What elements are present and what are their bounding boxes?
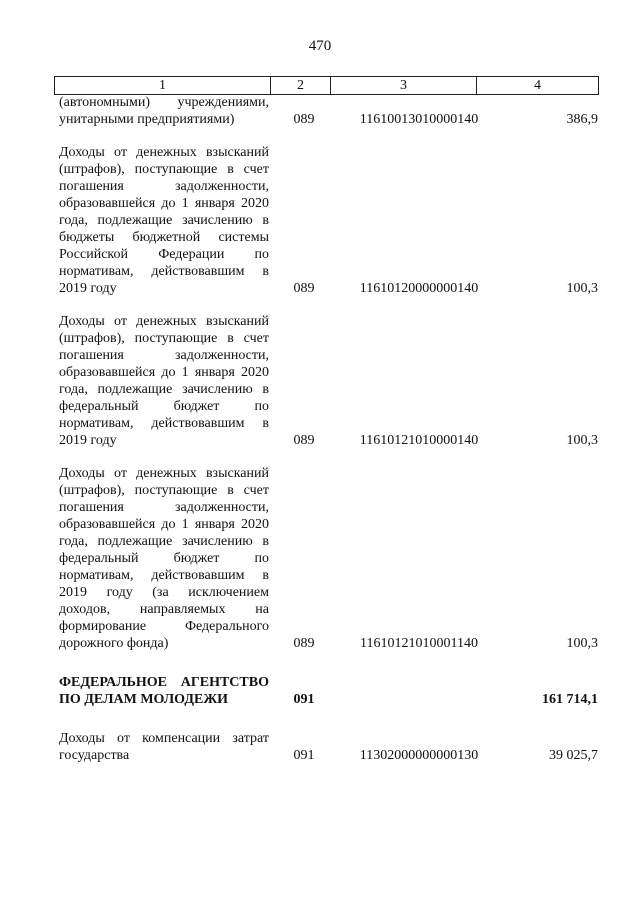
row-name: (автономными) учреждениями, унитарными предприятиями) xyxy=(59,95,269,127)
agency-total-amount: 161 714,1 xyxy=(542,692,598,707)
table-row xyxy=(59,313,598,449)
table-row xyxy=(59,465,598,652)
table-row xyxy=(59,144,598,297)
row-name: Доходы от денежных взысканий (штрафов), поступающие в счет погашения задолженности, образовавшейся до 1 января 2020 года, подлежащие зачислению в федеральный бюджет по нормативам, действовавшим в 2019 году xyxy=(59,314,269,448)
row-revenue-code: 11302000000000130 xyxy=(359,748,479,763)
table-row-agency xyxy=(59,674,598,708)
table-header xyxy=(54,76,599,95)
row-admin-code: 089 xyxy=(293,281,315,296)
agency-admin-code: 091 xyxy=(293,692,315,707)
row-amount: 100,3 xyxy=(566,636,598,651)
row-admin-code: 089 xyxy=(293,433,315,448)
row-admin-code: 089 xyxy=(293,636,315,651)
row-amount: 100,3 xyxy=(566,281,598,296)
table-row xyxy=(59,94,598,128)
row-revenue-code: 11610120000000140 xyxy=(359,281,479,296)
row-amount: 100,3 xyxy=(566,433,598,448)
table-body xyxy=(59,94,598,764)
row-name: Доходы от компенсации затрат государства xyxy=(59,731,269,763)
row-name: Доходы от денежных взысканий (штрафов), поступающие в счет погашения задолженности, образовавшейся до 1 января 2020 года, подлежащие зачислению в федеральный бюджет по нормативам, действовавшим в 2019 году (за исключением доходов, направляемых на формирование Федерального дорожного фонда) xyxy=(59,466,269,651)
row-admin-code: 089 xyxy=(293,112,315,127)
row-name: Доходы от денежных взысканий (штрафов), поступающие в счет погашения задолженности, образовавшейся до 1 января 2020 года, подлежащие зачислению в бюджеты бюджетной системы Российской Федерации по нормативам, действовавшим в 2019 году xyxy=(59,145,269,296)
agency-name: ФЕДЕРАЛЬНОЕ АГЕНТСТВО ПО ДЕЛАМ МОЛОДЕЖИ xyxy=(59,675,269,707)
row-amount: 39 025,7 xyxy=(549,748,598,763)
row-revenue-code: 11610013010000140 xyxy=(359,112,479,127)
row-admin-code: 091 xyxy=(293,748,315,763)
header-col-3: 3 xyxy=(331,77,477,95)
row-amount: 386,9 xyxy=(566,112,598,127)
page-number: 470 xyxy=(308,38,332,54)
table-row xyxy=(59,730,598,764)
row-revenue-code: 11610121010000140 xyxy=(359,433,479,448)
row-revenue-code: 11610121010001140 xyxy=(360,636,478,651)
header-col-4: 4 xyxy=(477,77,599,95)
header-col-2: 2 xyxy=(271,77,331,95)
header-col-1: 1 xyxy=(55,77,271,95)
